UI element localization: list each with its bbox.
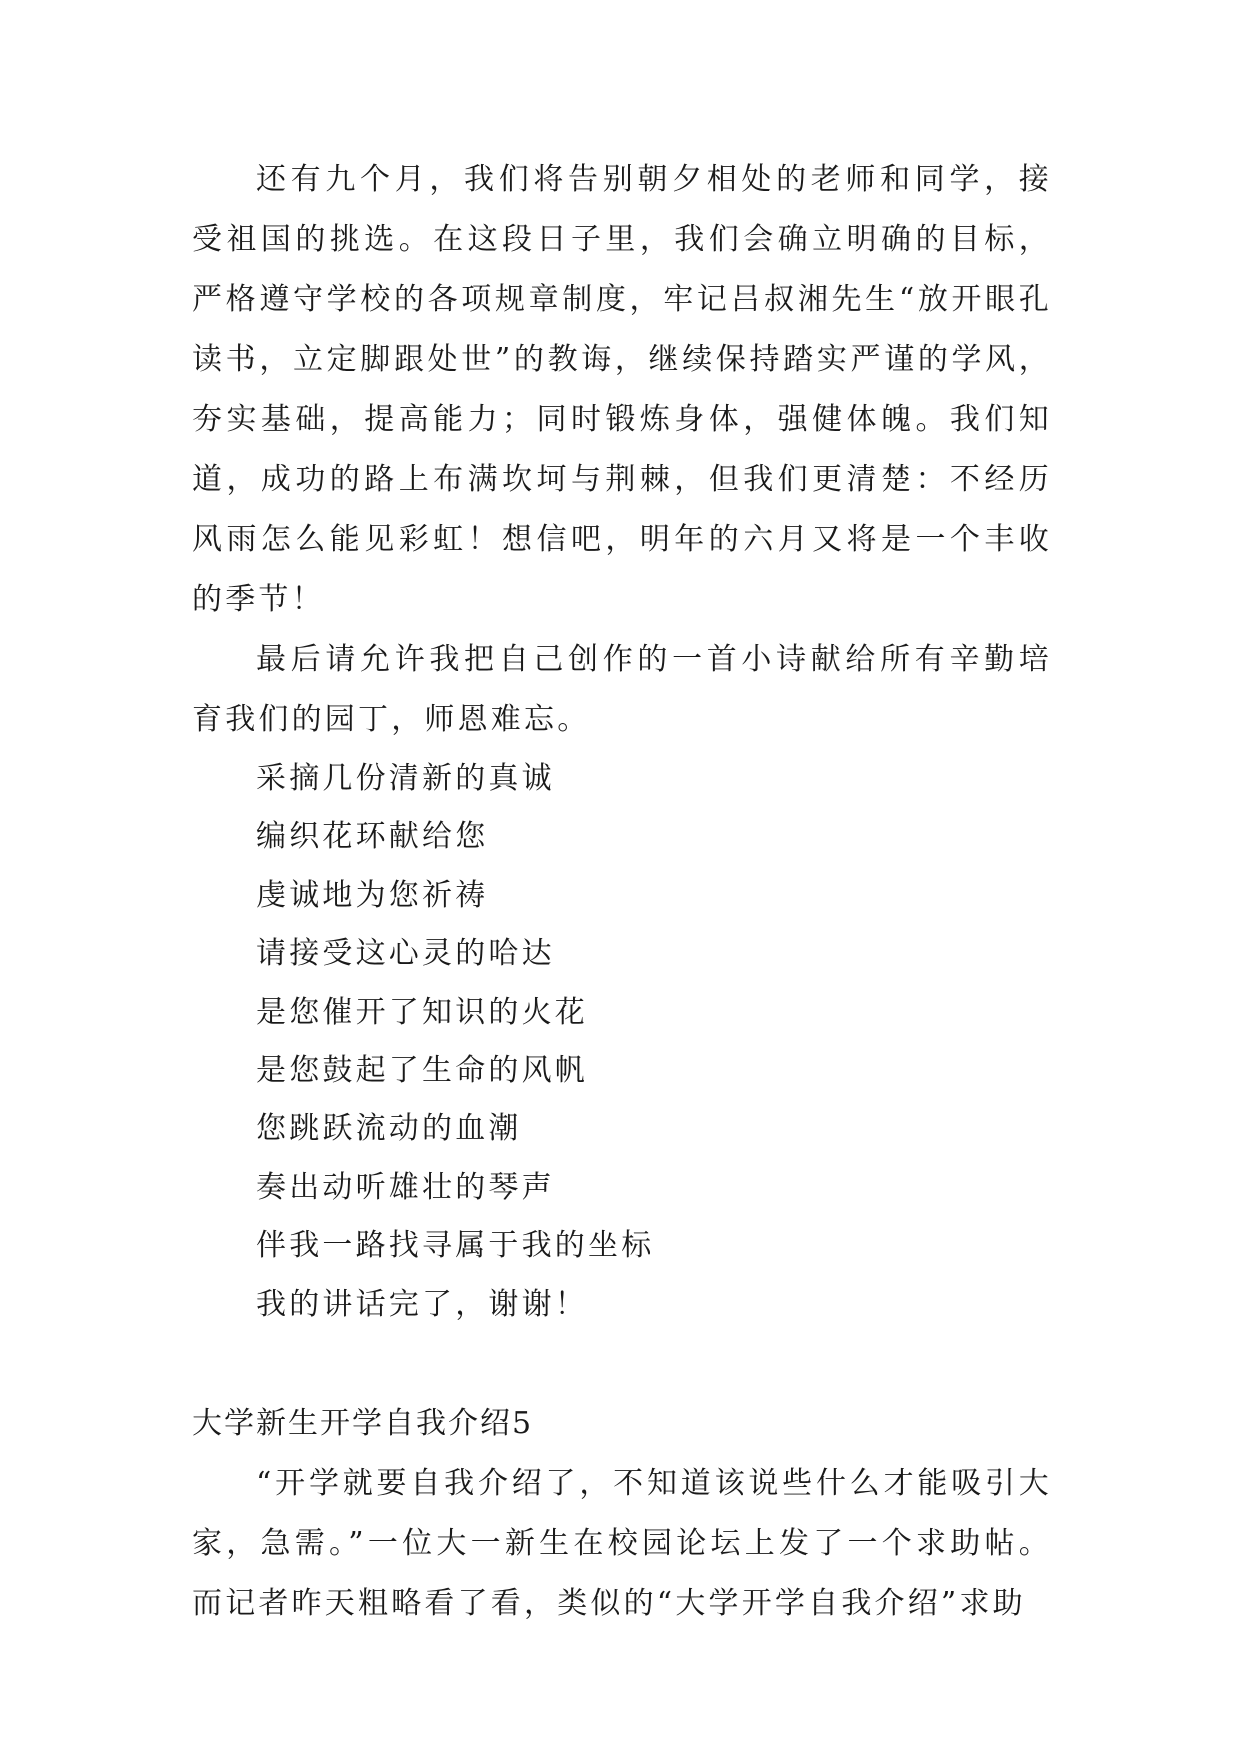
poem-line: 是您鼓起了生命的风帆	[256, 1053, 588, 1089]
poem-line: 采摘几份清新的真诚	[256, 761, 555, 796]
poem-line: 您跳跃流动的血潮	[256, 1111, 522, 1147]
poem-line: 虔诚地为您祈祷	[256, 877, 489, 913]
poem-line: 奏出动听雄壮的琴声	[256, 1169, 555, 1205]
body-paragraph: 最后请允许我把自己创作的一首小诗献给所有辛勤培育我们的园丁，师恩难忘。	[192, 642, 1052, 737]
poem-line: 我的讲话完了，谢谢！	[256, 1286, 588, 1322]
poem-line: 请接受这心灵的哈达	[256, 936, 555, 972]
body-paragraph: 还有九个月，我们将告别朝夕相处的老师和同学，接受祖国的挑选。在这段日子里，我们会确立明确的目标，严格遵守学校的各项规章制度，牢记吕叔湘先生“放开眼孔读书，立定脚跟处世”的教诲，继续保持踏实严谨的学风，夯实基础，提高能力；同时锻炼身体，强健体魄。我们知道，成功的路上布满坎坷与荆棘，但我们更清楚：不经历风雨怎么能见彩虹！想信吧，明年的六月又将是一个丰收的季节！	[192, 162, 1052, 617]
section-heading: 大学新生开学自我介绍5	[192, 1406, 534, 1442]
body-paragraph: “开学就要自我介绍了，不知道该说些什么才能吸引大家，急需。”一位大一新生在校园论坛上发了一个求助帖。而记者昨天粗略看了看，类似的“大学开学自我介绍”求助	[192, 1466, 1052, 1622]
poem	[192, 750, 1052, 1334]
poem-line: 伴我一路找寻属于我的坐标	[256, 1228, 655, 1264]
poem-line: 是您催开了知识的火花	[256, 994, 588, 1030]
document-page	[192, 150, 1052, 1634]
poem-line: 编织花环献给您	[256, 819, 489, 855]
